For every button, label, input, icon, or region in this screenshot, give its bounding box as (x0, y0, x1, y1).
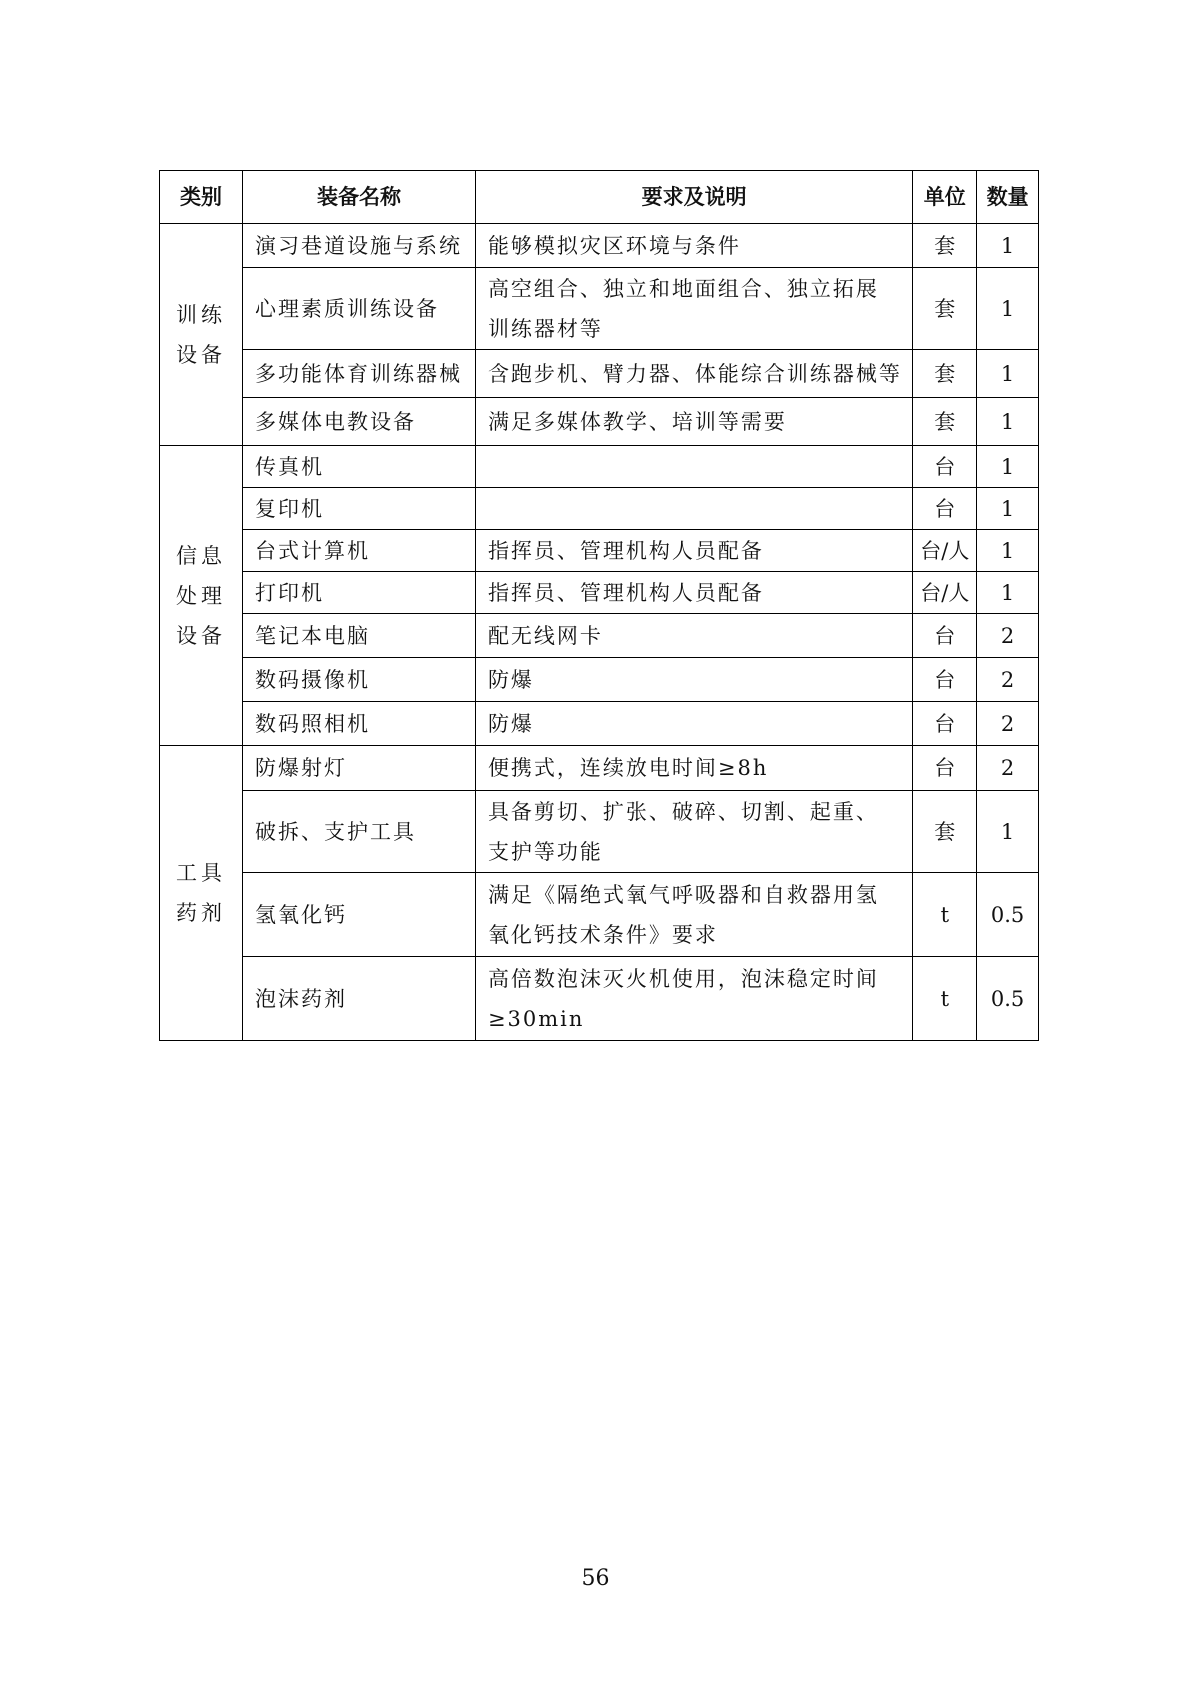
equipment-name: 台式计算机 (243, 530, 476, 572)
equipment-quantity: 2 (977, 614, 1039, 658)
equipment-quantity: 1 (977, 224, 1039, 268)
table-row (160, 702, 1039, 746)
table-row (160, 398, 1039, 446)
equipment-unit: 台 (913, 488, 977, 530)
table-row (160, 488, 1039, 530)
equipment-unit: 套 (913, 224, 977, 268)
equipment-unit: 台 (913, 702, 977, 746)
equipment-table (159, 170, 1039, 1041)
equipment-requirement: 具备剪切、扩张、破碎、切割、起重、支护等功能 (475, 791, 912, 873)
table-row (160, 957, 1039, 1041)
equipment-requirement: 含跑步机、臂力器、体能综合训练器械等 (475, 350, 912, 398)
equipment-unit: 台 (913, 446, 977, 488)
equipment-requirement: 高倍数泡沫灭火机使用，泡沫稳定时间≥30min (475, 957, 912, 1041)
equipment-quantity: 0.5 (977, 957, 1039, 1041)
equipment-quantity: 1 (977, 268, 1039, 350)
equipment-requirement (475, 446, 912, 488)
equipment-unit: 套 (913, 398, 977, 446)
equipment-quantity: 2 (977, 658, 1039, 702)
equipment-unit: 台 (913, 614, 977, 658)
equipment-requirement: 防爆 (475, 658, 912, 702)
page-number: 56 (581, 1566, 610, 1591)
equipment-unit: 台/人 (913, 572, 977, 614)
equipment-quantity: 2 (977, 746, 1039, 791)
header-quantity: 数量 (977, 171, 1039, 224)
table-row (160, 791, 1039, 873)
equipment-name: 笔记本电脑 (243, 614, 476, 658)
table-row (160, 746, 1039, 791)
equipment-requirement: 配无线网卡 (475, 614, 912, 658)
equipment-name: 心理素质训练设备 (243, 268, 476, 350)
equipment-quantity: 1 (977, 398, 1039, 446)
equipment-unit: 套 (913, 791, 977, 873)
equipment-name: 打印机 (243, 572, 476, 614)
category-label: 信息处理设备 (176, 543, 227, 648)
equipment-name: 多媒体电教设备 (243, 398, 476, 446)
equipment-requirement: 满足《隔绝式氧气呼吸器和自救器用氢氧化钙技术条件》要求 (475, 873, 912, 957)
equipment-requirement (475, 488, 912, 530)
equipment-quantity: 1 (977, 572, 1039, 614)
equipment-requirement: 指挥员、管理机构人员配备 (475, 572, 912, 614)
table-row (160, 873, 1039, 957)
equipment-quantity: 0.5 (977, 873, 1039, 957)
table-row (160, 268, 1039, 350)
header-requirement: 要求及说明 (475, 171, 912, 224)
equipment-unit: 台 (913, 658, 977, 702)
table-row (160, 530, 1039, 572)
equipment-quantity: 1 (977, 446, 1039, 488)
equipment-unit: 台 (913, 746, 977, 791)
equipment-name: 数码摄像机 (243, 658, 476, 702)
equipment-quantity: 1 (977, 488, 1039, 530)
equipment-requirement: 防爆 (475, 702, 912, 746)
table-row (160, 658, 1039, 702)
equipment-requirement: 高空组合、独立和地面组合、独立拓展训练器材等 (475, 268, 912, 350)
equipment-unit: 台/人 (913, 530, 977, 572)
header-category: 类别 (160, 171, 243, 224)
table-row (160, 572, 1039, 614)
equipment-quantity: 1 (977, 791, 1039, 873)
table-row (160, 350, 1039, 398)
equipment-name: 氢氧化钙 (243, 873, 476, 957)
category-cell (160, 224, 243, 446)
equipment-quantity: 1 (977, 530, 1039, 572)
category-label: 训练设备 (176, 302, 227, 367)
equipment-name: 数码照相机 (243, 702, 476, 746)
equipment-name: 破拆、支护工具 (243, 791, 476, 873)
header-name: 装备名称 (243, 171, 476, 224)
equipment-name: 演习巷道设施与系统 (243, 224, 476, 268)
equipment-unit: t (913, 957, 977, 1041)
equipment-requirement: 能够模拟灾区环境与条件 (475, 224, 912, 268)
equipment-quantity: 2 (977, 702, 1039, 746)
equipment-unit: t (913, 873, 977, 957)
equipment-requirement: 指挥员、管理机构人员配备 (475, 530, 912, 572)
header-unit: 单位 (913, 171, 977, 224)
equipment-name: 复印机 (243, 488, 476, 530)
equipment-unit: 套 (913, 350, 977, 398)
equipment-name: 泡沫药剂 (243, 957, 476, 1041)
equipment-name: 多功能体育训练器械 (243, 350, 476, 398)
equipment-requirement: 便携式，连续放电时间≥8h (475, 746, 912, 791)
category-cell (160, 746, 243, 1041)
equipment-quantity: 1 (977, 350, 1039, 398)
category-cell (160, 446, 243, 746)
equipment-requirement: 满足多媒体教学、培训等需要 (475, 398, 912, 446)
table-row (160, 224, 1039, 268)
category-label: 工具药剂 (176, 861, 227, 925)
table-row (160, 446, 1039, 488)
table-row (160, 614, 1039, 658)
equipment-name: 传真机 (243, 446, 476, 488)
table-header-row (160, 171, 1039, 224)
equipment-name: 防爆射灯 (243, 746, 476, 791)
equipment-unit: 套 (913, 268, 977, 350)
